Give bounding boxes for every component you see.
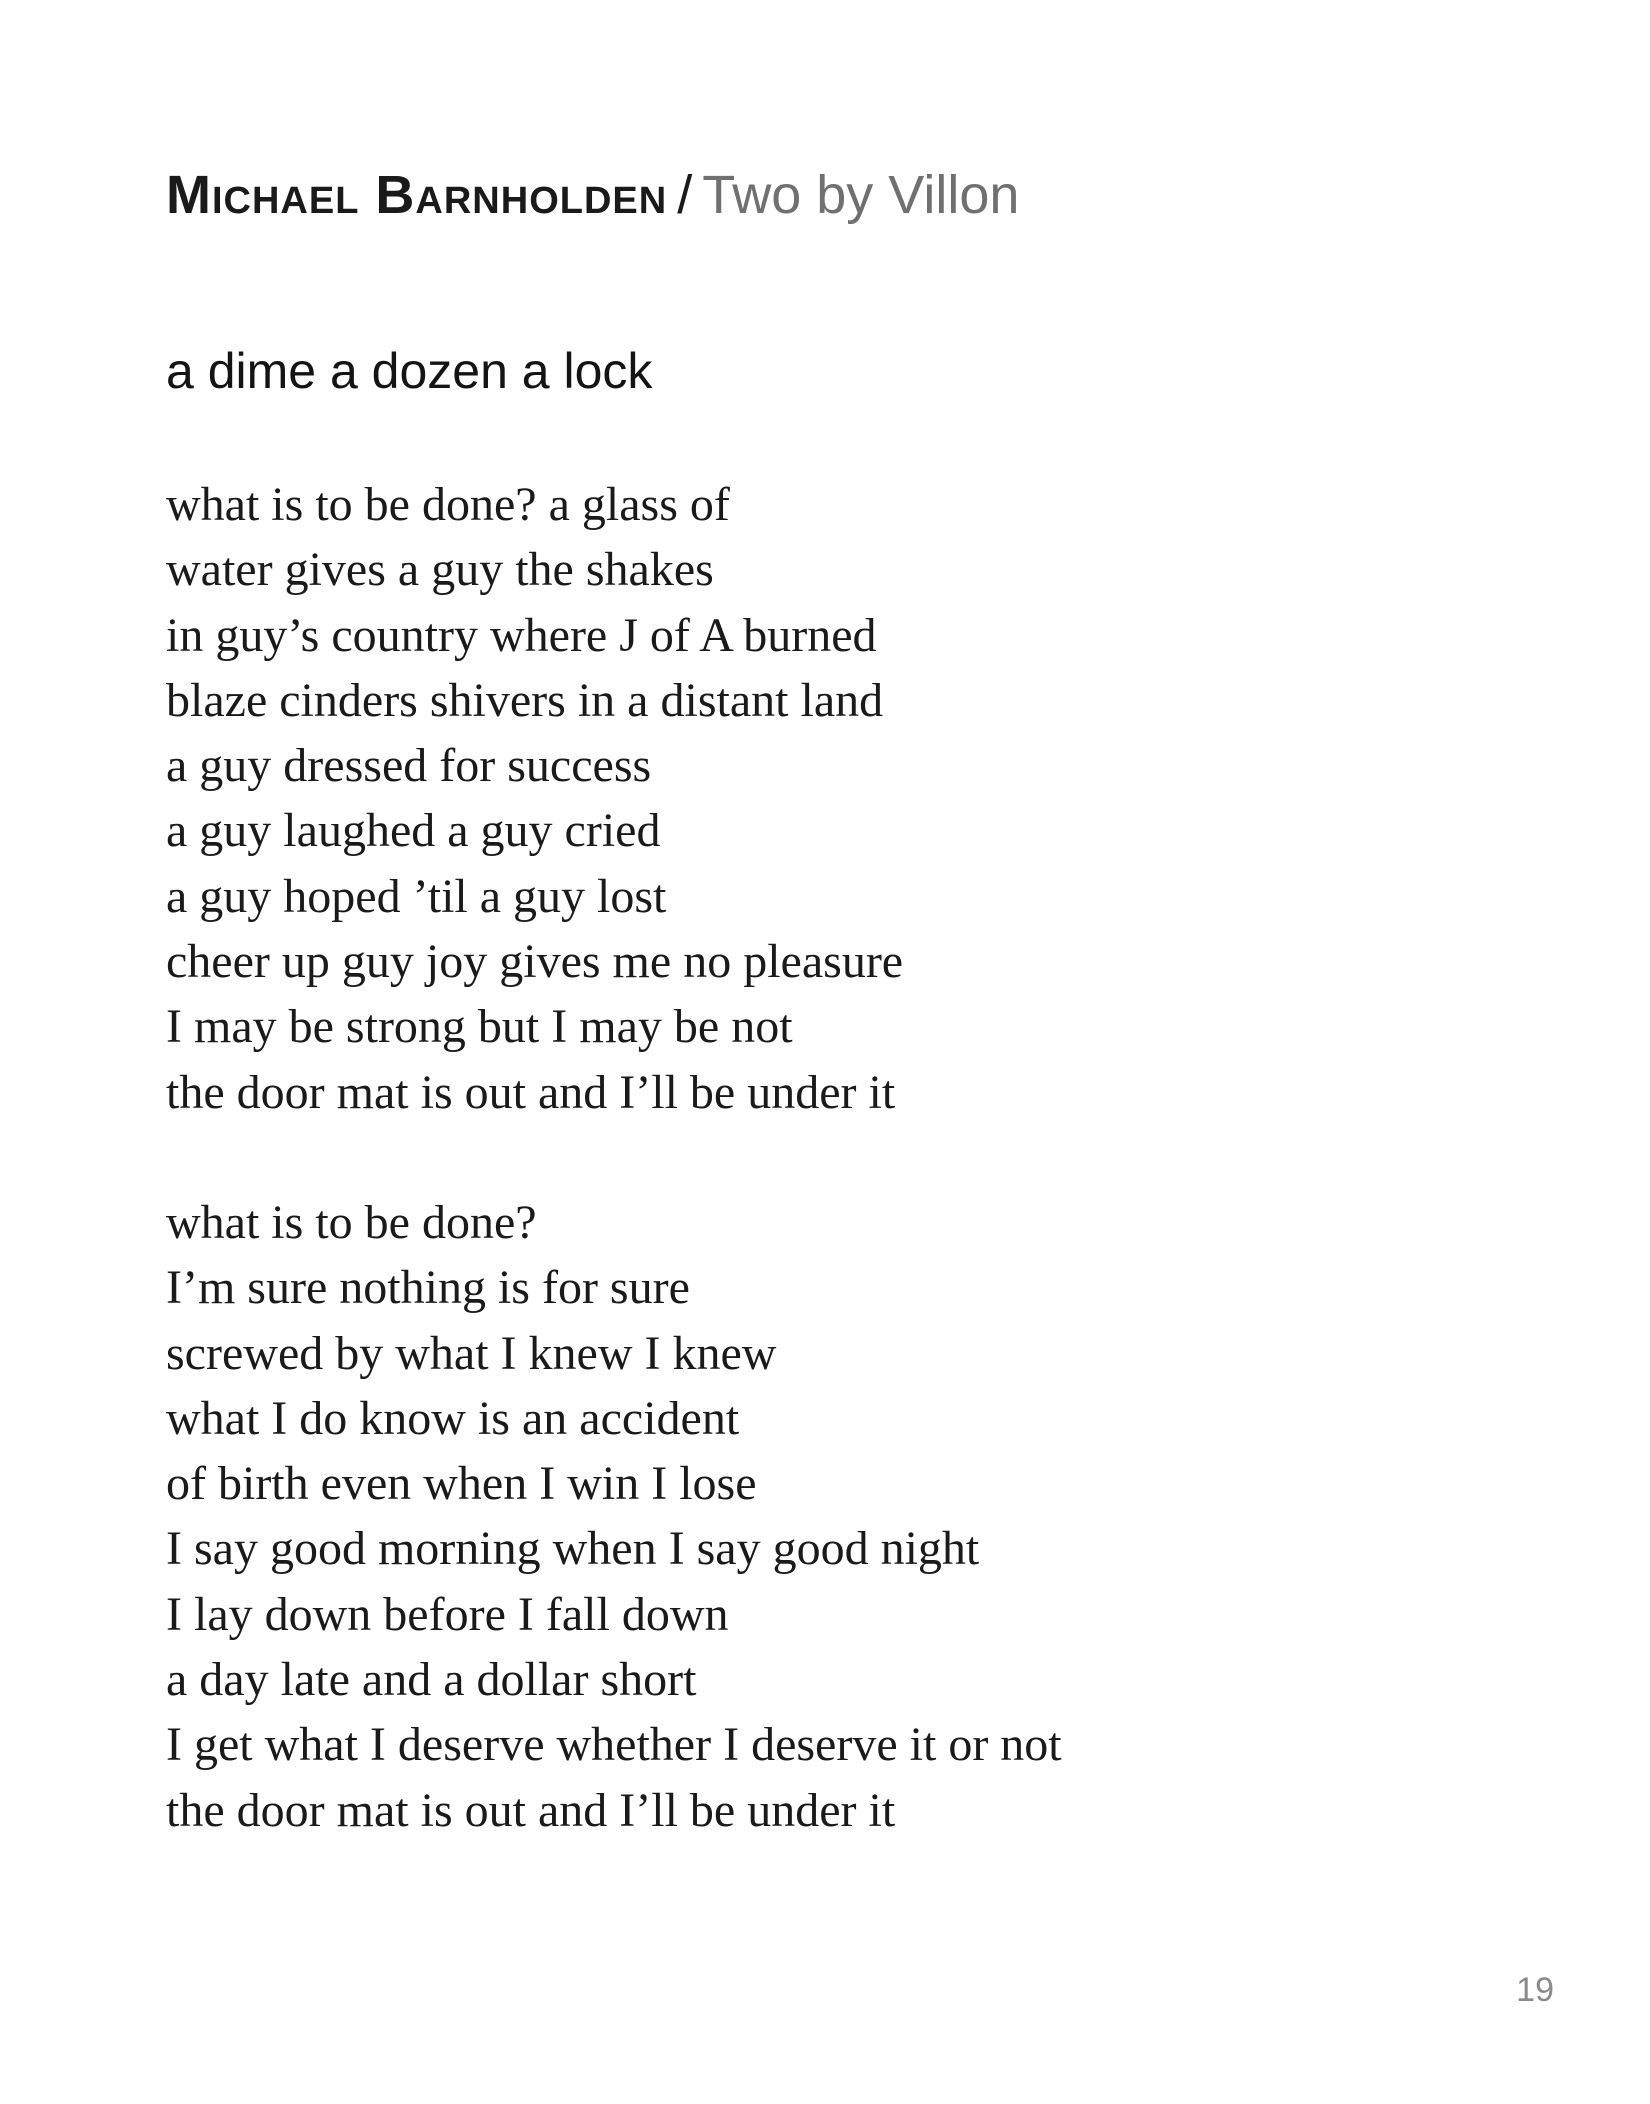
poem-line: of birth even when I win I lose	[166, 1457, 757, 1511]
collection-title: Two by Villon	[702, 165, 1020, 225]
header-separator: /	[677, 165, 693, 225]
poem-line: I say good morning when I say good night	[166, 1522, 980, 1576]
page-number: 19	[1516, 1971, 1554, 2009]
poem-line: the door mat is out and I’ll be under it	[166, 1065, 896, 1119]
page-header	[166, 160, 1019, 230]
stanza-1	[166, 472, 1062, 1125]
poem-line: what is to be done?	[166, 1195, 537, 1249]
poem-line: I’m sure nothing is for sure	[166, 1261, 690, 1315]
poem-line: what is to be done? a glass of	[166, 478, 730, 531]
poem-line: in guy’s country where J of A burned	[166, 608, 877, 662]
poem-line: I lay down before I fall down	[166, 1587, 729, 1641]
poem-line: blaze cinders shivers in a distant land	[166, 673, 884, 727]
poem-line: what I do know is an accident	[166, 1391, 740, 1445]
poem-line: a day late and a dollar short	[166, 1653, 697, 1707]
poem-body	[166, 472, 1062, 1843]
author-name: Michael Barnholden	[166, 165, 668, 225]
poem-line: water gives a guy the shakes	[166, 543, 714, 597]
poem-line: I may be strong but I may be not	[166, 1000, 793, 1054]
poem-line: the door mat is out and I’ll be under it	[166, 1783, 896, 1837]
poem-line: a guy hoped ’til a guy lost	[166, 869, 667, 923]
poem-line: a guy laughed a guy cried	[166, 804, 661, 858]
poem-title: a dime a dozen a lock	[166, 343, 653, 399]
poem-line: I get what I deserve whether I deserve it or not	[166, 1718, 1062, 1772]
poem-line: screwed by what I knew I knew	[166, 1326, 777, 1380]
stanza-2	[166, 1190, 1062, 1843]
poem-line: cheer up guy joy gives me no pleasure	[166, 935, 904, 989]
poem-line: a guy dressed for success	[166, 739, 652, 793]
